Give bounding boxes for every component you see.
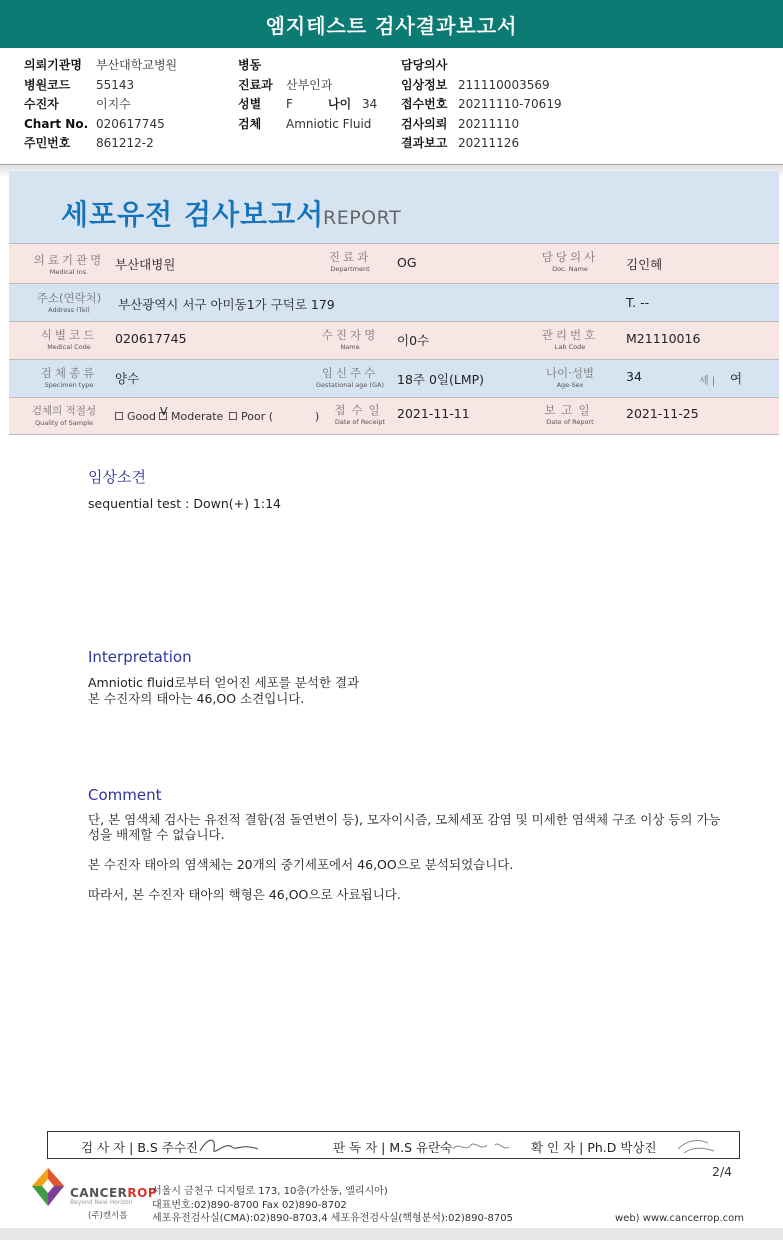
- comment-title: Comment: [88, 786, 162, 804]
- label-ko: 관리번호: [541, 328, 599, 342]
- patient-name-value: 이0수: [397, 333, 430, 348]
- header-value: 20211110: [458, 116, 520, 131]
- address-value: 부산광역시 서구 아미동1가 구덕로 179: [118, 297, 335, 312]
- field-label: [309, 366, 391, 390]
- address-line: 세포유전검사실(CMA):02)890-8703,4 세포유전검사실(핵형분석):02)890-8705: [152, 1213, 513, 1224]
- website-link[interactable]: web) www.cancerrop.com: [615, 1213, 744, 1224]
- label-en: Medical Ins.: [49, 268, 89, 276]
- header-value: 산부인과: [286, 77, 333, 92]
- page-number: 2/4: [712, 1164, 733, 1179]
- comment-line: 성을 배제할 수 없습니다.: [88, 827, 225, 842]
- tel-value: T. --: [626, 295, 650, 310]
- quality-good-label: Good: [127, 410, 156, 423]
- signature-scribble-icon: [451, 1135, 513, 1159]
- brand-accent: ROP: [127, 1186, 158, 1200]
- signature-scribble-icon: [674, 1135, 718, 1159]
- label-ko: 식별코드: [40, 328, 98, 342]
- quality-moderate-label: Moderate: [171, 410, 224, 423]
- interpretation-title: Interpretation: [88, 648, 192, 666]
- address-line: 대표번호:02)890-8700 Fax 02)890-8702: [152, 1199, 347, 1211]
- brand-name: [70, 1186, 157, 1200]
- comment-line: 단, 본 염색체 검사는 유전적 결함(점 돌연변이 등), 모자이시즘, 모체세포 감염 및 미세한 염색체 구조 이상 등의 가능: [88, 812, 721, 827]
- comment-line: 따라서, 본 수진자 태아의 핵형은 46,OO으로 사료됩니다.: [88, 887, 401, 902]
- header-value: 020617745: [96, 116, 165, 131]
- checkbox-checked-icon: [159, 412, 167, 420]
- label-ko: 나이·성별: [545, 366, 595, 380]
- field-label: [29, 366, 109, 390]
- quality-poor-option: [229, 410, 273, 423]
- clinical-title: 임상소견: [88, 468, 146, 486]
- label-en: Gestational age (GA): [316, 381, 384, 389]
- header-value: 55143: [96, 77, 135, 92]
- header-label: 나이: [328, 97, 352, 111]
- receipt-date-value: 2021-11-11: [397, 406, 470, 421]
- clinical-text: sequential test : Down(+) 1:14: [88, 496, 282, 511]
- field-label: [319, 403, 401, 427]
- quality-poor-label: Poor (: [241, 410, 274, 423]
- label-en: Lab Code: [554, 343, 586, 351]
- interpretation-line: 본 수진자의 태아는 46,OO 소견입니다.: [88, 691, 305, 706]
- specimen-type-value: 양수: [115, 371, 140, 386]
- report-date-value: 2021-11-25: [626, 406, 699, 421]
- header-value: Amniotic Fluid: [286, 116, 372, 131]
- label-ko: 진료과: [328, 250, 372, 264]
- header-col-2: [238, 56, 377, 134]
- info-row: [9, 284, 779, 322]
- header-label: 수진자: [24, 97, 59, 111]
- header-label: 진료과: [238, 77, 273, 92]
- header-value: 211110003569: [458, 77, 550, 92]
- age-value: 34: [626, 369, 642, 384]
- label-ko: 수진자명: [321, 328, 379, 342]
- field-label: [529, 403, 611, 427]
- header-value: 34: [362, 97, 378, 111]
- label-ko: 접수일: [334, 403, 386, 417]
- header-label: Chart No.: [24, 116, 89, 131]
- department-value: OG: [397, 255, 417, 270]
- report-info-table: [9, 243, 779, 435]
- signature-scribble-icon: [196, 1135, 262, 1159]
- report-banner: [9, 171, 779, 243]
- interpretation-line: Amniotic fluid로부터 얻어진 세포를 분석한 결과: [88, 675, 360, 690]
- company-name: (주)캔서롭: [88, 1211, 128, 1221]
- signature-box: [47, 1131, 740, 1159]
- label-ko: 검체종류: [40, 366, 98, 380]
- label-en: Age-Sex: [556, 381, 584, 389]
- label-en: Date of Receipt: [334, 418, 386, 426]
- quality-moderate-option: [159, 410, 223, 423]
- label-ko: 담당의사: [541, 250, 599, 264]
- examiner-signature: 검 사 자 | B.S 주수진: [81, 1140, 199, 1155]
- header-label: 성별: [238, 97, 262, 111]
- header-label: 주민번호: [24, 136, 71, 150]
- field-label: [529, 366, 611, 390]
- label-en: Department: [330, 265, 370, 273]
- header-col-1: [24, 56, 177, 154]
- reader-signature: 판 독 자 | M.S 유란숙: [333, 1140, 453, 1155]
- info-row: [9, 322, 779, 360]
- info-row: [9, 398, 779, 435]
- label-en: Name: [340, 343, 360, 351]
- label-en: Doc. Name: [552, 265, 588, 273]
- label-ko: 검체의 적절성: [31, 405, 97, 417]
- label-en: Specimen type: [44, 381, 94, 389]
- label-ko: 보고일: [544, 403, 596, 417]
- header-label: 결과보고: [401, 136, 448, 150]
- field-label: [309, 250, 391, 274]
- checkbox-icon: [229, 412, 237, 420]
- field-label: [29, 253, 109, 277]
- field-label: [529, 328, 611, 352]
- header-value: 20211110-70619: [458, 97, 562, 111]
- comment-line: 본 수진자 태아의 염색체는 20개의 중기세포에서 46,OO으로 분석되었습니다.: [88, 857, 514, 872]
- brand-main: CANCER: [70, 1186, 128, 1200]
- info-row: [9, 360, 779, 398]
- report-title: 세포유전 검사보고서: [61, 198, 325, 231]
- field-label: [29, 404, 99, 428]
- gestational-age-value: 18주 0일(LMP): [397, 372, 485, 387]
- field-label: [29, 328, 109, 352]
- address-line: 서울시 금천구 디지털로 173, 10층(가산동, 엘리시아): [152, 1186, 388, 1197]
- header-value: 부산대학교병원: [96, 58, 178, 72]
- field-label: [529, 250, 611, 274]
- header-value: F: [286, 97, 293, 111]
- label-en: Date of Report: [546, 418, 594, 426]
- header-label: 담당의사: [401, 58, 448, 72]
- header-label: 접수번호: [401, 97, 448, 111]
- header-label: 검체: [238, 116, 262, 131]
- header-value: 20211126: [458, 136, 520, 150]
- medical-code-value: 020617745: [115, 331, 187, 346]
- report-title-en: REPORT: [323, 207, 402, 229]
- label-en: Quality of Sample: [35, 419, 93, 427]
- label-en: Address (Tel): [48, 306, 90, 314]
- doctor-value: 김인혜: [626, 257, 663, 272]
- header-label: 검사의뢰: [401, 116, 448, 131]
- cancerrop-logo-icon: [30, 1166, 66, 1212]
- label-en: Medical Code: [47, 343, 91, 351]
- institution-value: 부산대병원: [115, 257, 176, 272]
- header-col-3: [401, 56, 562, 154]
- footer-address: [152, 1185, 513, 1226]
- header-label: 병원코드: [24, 77, 71, 92]
- lab-code-value: M21110016: [626, 331, 701, 346]
- label-ko: 임신주수: [321, 366, 379, 380]
- label-ko: 주소(연락처): [36, 291, 102, 305]
- document-title: 엠지테스트 검사결과보고서: [0, 0, 783, 48]
- header-label: 임상정보: [401, 77, 448, 92]
- quality-good-option: [115, 410, 156, 423]
- field-label: [309, 328, 391, 352]
- quality-poor-close: ): [315, 410, 320, 423]
- approver-signature: 확 인 자 | Ph.D 박상진: [531, 1140, 657, 1155]
- header-label: 의뢰기관명: [24, 58, 82, 72]
- checkbox-icon: [115, 412, 123, 420]
- header-value: 이지수: [96, 97, 131, 111]
- header-label: 병동: [238, 58, 262, 72]
- field-label: [29, 291, 109, 315]
- age-unit: 세 |: [699, 376, 716, 387]
- brand-tagline: Beyond New Horizon: [70, 1199, 133, 1206]
- header-value: 861212-2: [96, 136, 154, 150]
- bottom-bar: [0, 1228, 783, 1240]
- label-ko: 의료기관명: [33, 253, 105, 267]
- info-row: [9, 244, 779, 284]
- sex-value: 여: [730, 371, 743, 386]
